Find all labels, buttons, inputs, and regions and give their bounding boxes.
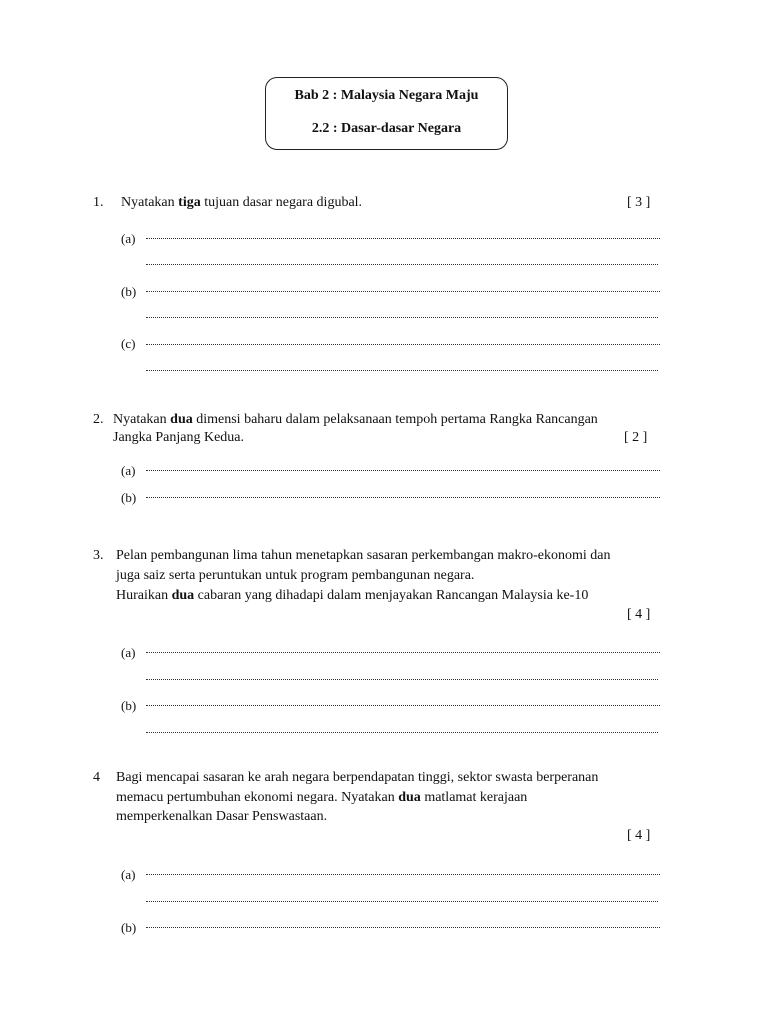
q3-number: 3.	[93, 548, 104, 563]
answer-line[interactable]	[146, 732, 658, 733]
q4-label-b: (b)	[121, 920, 137, 935]
q4-text-line3: memperkenalkan Dasar Penswastaan.	[116, 809, 328, 824]
answer-line[interactable]	[146, 652, 660, 653]
answer-line[interactable]	[146, 317, 658, 318]
q2-number: 2.	[93, 412, 104, 427]
q4-marks: [ 4 ]	[627, 828, 651, 843]
q3-marks: [ 4 ]	[627, 607, 651, 622]
q3-text-line2: juga saiz serta peruntukan untuk program pembangunan negara.	[116, 568, 475, 583]
subtopic-title: 2.2 : Dasar-dasar Negara	[311, 121, 462, 136]
answer-line[interactable]	[146, 705, 660, 706]
q3-text-line3: Huraikan dua cabaran yang dihadapi dalam menjayakan Rancangan Malaysia ke-10	[116, 588, 589, 603]
answer-line[interactable]	[146, 370, 658, 371]
q4-text-line2: memacu pertumbuhan ekonomi negara. Nyatakan dua matlamat kerajaan	[116, 790, 528, 805]
answer-line[interactable]	[146, 344, 660, 345]
q1-label-b: (b)	[121, 284, 137, 299]
chapter-title: Bab 2 : Malaysia Negara Maju	[294, 88, 479, 103]
answer-line[interactable]	[146, 679, 658, 680]
q2-label-a: (a)	[121, 463, 136, 478]
answer-line[interactable]	[146, 291, 660, 292]
q4-label-a: (a)	[121, 867, 136, 882]
q2-label-b: (b)	[121, 490, 137, 505]
answer-line[interactable]	[146, 497, 660, 498]
answer-line[interactable]	[146, 470, 660, 471]
answer-line[interactable]	[146, 264, 658, 265]
q1-number: 1.	[93, 195, 104, 210]
q1-text: Nyatakan tiga tujuan dasar negara digubal.	[121, 195, 363, 210]
q1-label-a: (a)	[121, 231, 136, 246]
q1-marks: [ 3 ]	[627, 195, 651, 210]
q2-text-line1: Nyatakan dua dimensi baharu dalam pelaksanaan tempoh pertama Rangka Rancangan	[113, 412, 598, 427]
q1-label-c: (c)	[121, 336, 136, 351]
answer-line[interactable]	[146, 901, 658, 902]
answer-line[interactable]	[146, 238, 660, 239]
q3-text-line1: Pelan pembangunan lima tahun menetapkan sasaran perkembangan makro-ekonomi dan	[116, 548, 611, 563]
q4-number: 4	[93, 770, 100, 785]
answer-line[interactable]	[146, 927, 660, 928]
q2-text-line2: Jangka Panjang Kedua.	[113, 430, 245, 445]
title-box	[265, 77, 508, 150]
q4-text-line1: Bagi mencapai sasaran ke arah negara berpendapatan tinggi, sektor swasta berperanan	[116, 770, 599, 785]
answer-line[interactable]	[146, 874, 660, 875]
q2-marks: [ 2 ]	[624, 430, 648, 445]
q3-label-b: (b)	[121, 698, 137, 713]
q3-label-a: (a)	[121, 645, 136, 660]
